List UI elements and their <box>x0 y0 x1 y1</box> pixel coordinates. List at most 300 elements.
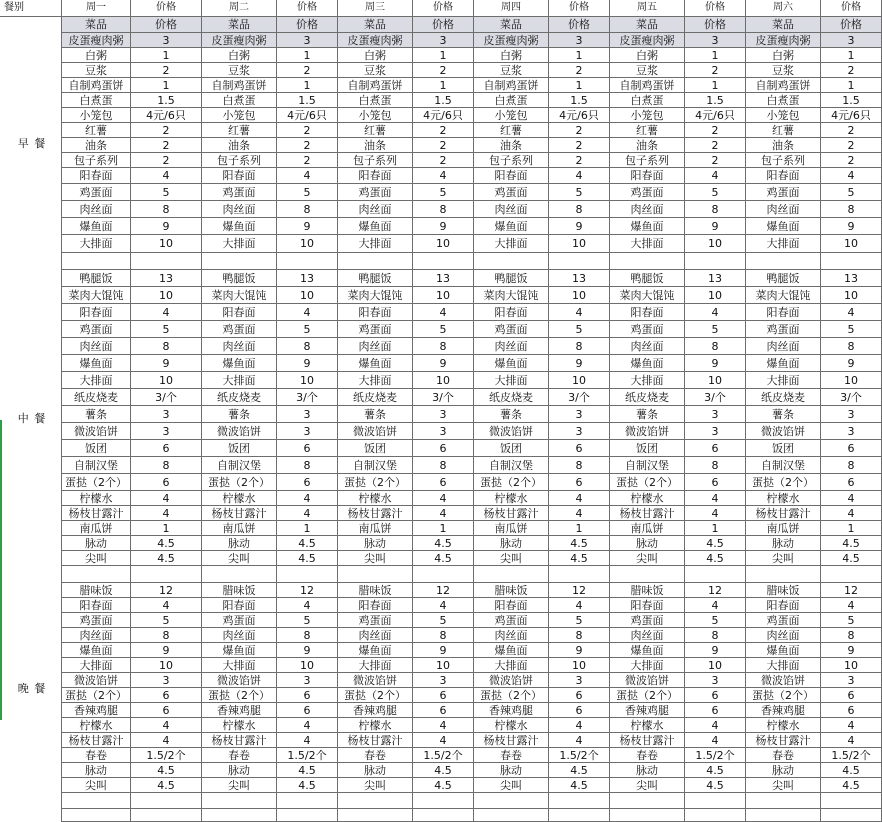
price-cell[interactable]: 2 <box>131 153 202 168</box>
price-cell[interactable]: 1 <box>549 521 610 536</box>
dish-cell[interactable]: 菜肉大馄饨 <box>62 287 131 304</box>
dish-cell[interactable]: 小笼包 <box>474 108 549 123</box>
dish-cell[interactable]: 薯条 <box>610 406 685 423</box>
price-cell[interactable]: 10 <box>685 658 746 673</box>
empty-cell[interactable] <box>474 253 549 270</box>
dish-cell[interactable]: 饭团 <box>746 440 821 457</box>
price-cell[interactable]: 9 <box>549 355 610 372</box>
dish-cell[interactable]: 大排面 <box>62 235 131 253</box>
dish-cell[interactable]: 南瓜饼 <box>746 521 821 536</box>
dish-cell[interactable]: 油条 <box>610 138 685 153</box>
dish-cell[interactable]: 春卷 <box>202 748 277 763</box>
price-cell[interactable]: 1 <box>131 78 202 93</box>
price-cell[interactable]: 1.5 <box>821 93 882 108</box>
price-cell[interactable]: 10 <box>413 235 474 253</box>
price-cell[interactable]: 2 <box>131 123 202 138</box>
price-header-cell[interactable]: 价格 <box>685 17 746 33</box>
price-cell[interactable]: 4 <box>413 304 474 321</box>
dish-cell[interactable]: 白粥 <box>746 48 821 63</box>
dish-cell[interactable]: 白粥 <box>610 48 685 63</box>
price-cell[interactable]: 4.5 <box>131 551 202 566</box>
empty-cell[interactable] <box>413 809 474 822</box>
price-cell[interactable]: 3/个 <box>685 389 746 406</box>
price-cell[interactable]: 10 <box>277 658 338 673</box>
price-cell[interactable]: 10 <box>131 372 202 389</box>
dish-cell[interactable]: 南瓜饼 <box>338 521 413 536</box>
price-cell[interactable]: 4 <box>413 168 474 184</box>
dish-cell[interactable]: 香辣鸡腿 <box>338 703 413 718</box>
dish-cell[interactable]: 豆浆 <box>338 63 413 78</box>
dish-cell[interactable]: 脉动 <box>610 763 685 778</box>
price-cell[interactable]: 4.5 <box>685 551 746 566</box>
price-cell[interactable]: 6 <box>821 440 882 457</box>
dish-cell[interactable]: 微波馅饼 <box>746 673 821 688</box>
dish-cell[interactable]: 脉动 <box>62 536 131 551</box>
price-cell[interactable]: 4 <box>277 506 338 521</box>
empty-cell[interactable] <box>413 253 474 270</box>
dish-cell[interactable]: 饭团 <box>202 440 277 457</box>
dish-cell[interactable]: 大排面 <box>338 372 413 389</box>
dish-cell[interactable]: 鸭腿饭 <box>610 270 685 287</box>
dish-cell[interactable]: 鸡蛋面 <box>338 321 413 338</box>
price-cell[interactable]: 9 <box>413 643 474 658</box>
dish-cell[interactable]: 豆浆 <box>746 63 821 78</box>
dish-cell[interactable]: 肉丝面 <box>746 628 821 643</box>
dish-cell[interactable]: 薯条 <box>62 406 131 423</box>
price-cell[interactable]: 4.5 <box>685 536 746 551</box>
empty-cell[interactable] <box>131 809 202 822</box>
price-header-cell[interactable]: 价格 <box>277 17 338 33</box>
dish-cell[interactable]: 微波馅饼 <box>610 423 685 440</box>
price-cell[interactable]: 4 <box>685 506 746 521</box>
dish-cell[interactable]: 阳春面 <box>338 168 413 184</box>
price-cell[interactable]: 6 <box>413 688 474 703</box>
price-cell[interactable]: 6 <box>277 688 338 703</box>
empty-cell[interactable] <box>202 793 277 809</box>
dish-cell[interactable]: 大排面 <box>202 235 277 253</box>
price-cell[interactable]: 13 <box>821 270 882 287</box>
empty-cell[interactable] <box>474 809 549 822</box>
dish-cell[interactable]: 春卷 <box>610 748 685 763</box>
price-cell[interactable]: 8 <box>131 628 202 643</box>
dish-cell[interactable]: 鸡蛋面 <box>202 184 277 201</box>
price-cell[interactable]: 10 <box>821 658 882 673</box>
price-cell[interactable]: 12 <box>131 583 202 598</box>
price-cell[interactable]: 2 <box>413 63 474 78</box>
price-cell[interactable]: 6 <box>685 474 746 491</box>
price-cell[interactable]: 1.5 <box>131 93 202 108</box>
dish-cell[interactable]: 鸡蛋面 <box>610 321 685 338</box>
dish-cell[interactable]: 肉丝面 <box>474 628 549 643</box>
dish-cell[interactable]: 大排面 <box>474 658 549 673</box>
dish-cell[interactable]: 杨枝甘露汁 <box>202 733 277 748</box>
price-cell[interactable]: 2 <box>413 138 474 153</box>
dish-cell[interactable]: 纸皮烧麦 <box>202 389 277 406</box>
price-cell[interactable]: 5 <box>277 613 338 628</box>
price-cell[interactable]: 8 <box>277 628 338 643</box>
price-cell[interactable]: 1.5 <box>413 93 474 108</box>
price-cell[interactable]: 4 <box>549 168 610 184</box>
dish-cell[interactable]: 薯条 <box>746 406 821 423</box>
dish-cell[interactable]: 肉丝面 <box>338 338 413 355</box>
price-cell[interactable]: 1.5/2个 <box>549 748 610 763</box>
dish-cell[interactable]: 红薯 <box>746 123 821 138</box>
dish-cell[interactable]: 阳春面 <box>338 598 413 613</box>
empty-cell[interactable] <box>610 809 685 822</box>
dish-cell[interactable]: 自制鸡蛋饼 <box>202 78 277 93</box>
dish-cell[interactable]: 蛋挞（2个） <box>610 688 685 703</box>
dish-cell[interactable]: 油条 <box>746 138 821 153</box>
dish-cell[interactable]: 鸭腿饭 <box>62 270 131 287</box>
price-cell[interactable]: 2 <box>821 63 882 78</box>
dish-cell[interactable]: 柠檬水 <box>202 491 277 506</box>
dish-cell[interactable]: 白粥 <box>62 48 131 63</box>
empty-cell[interactable] <box>413 566 474 583</box>
price-cell[interactable]: 4 <box>277 168 338 184</box>
price-cell[interactable]: 8 <box>413 628 474 643</box>
dish-cell[interactable]: 肉丝面 <box>474 201 549 218</box>
price-cell[interactable]: 1 <box>821 521 882 536</box>
dish-cell[interactable]: 微波馅饼 <box>202 673 277 688</box>
dish-cell[interactable]: 蛋挞（2个） <box>474 474 549 491</box>
dish-cell[interactable]: 菜肉大馄饨 <box>338 287 413 304</box>
dish-cell[interactable]: 尖叫 <box>62 551 131 566</box>
dish-cell[interactable]: 油条 <box>202 138 277 153</box>
dish-cell[interactable]: 大排面 <box>62 372 131 389</box>
dish-cell[interactable]: 白煮蛋 <box>474 93 549 108</box>
dish-cell[interactable]: 白煮蛋 <box>62 93 131 108</box>
dish-cell[interactable]: 纸皮烧麦 <box>474 389 549 406</box>
price-cell[interactable]: 4 <box>549 506 610 521</box>
header-cell[interactable]: 价格 <box>413 0 474 17</box>
dish-cell[interactable]: 肉丝面 <box>338 628 413 643</box>
dish-cell[interactable]: 爆鱼面 <box>474 643 549 658</box>
price-cell[interactable]: 4.5 <box>413 778 474 793</box>
price-cell[interactable]: 4 <box>277 304 338 321</box>
price-cell[interactable]: 4 <box>131 506 202 521</box>
dish-cell[interactable]: 香辣鸡腿 <box>62 703 131 718</box>
price-cell[interactable]: 10 <box>277 235 338 253</box>
empty-cell[interactable] <box>62 793 131 809</box>
dish-cell[interactable]: 肉丝面 <box>62 338 131 355</box>
dish-cell[interactable]: 蛋挞（2个） <box>62 688 131 703</box>
price-cell[interactable]: 6 <box>277 474 338 491</box>
empty-cell[interactable] <box>277 253 338 270</box>
price-cell[interactable]: 4.5 <box>685 763 746 778</box>
dish-cell[interactable]: 肉丝面 <box>202 201 277 218</box>
dish-cell[interactable]: 自制鸡蛋饼 <box>746 78 821 93</box>
dish-cell[interactable]: 饭团 <box>474 440 549 457</box>
price-cell[interactable]: 2 <box>277 63 338 78</box>
price-cell[interactable]: 5 <box>685 184 746 201</box>
price-cell[interactable]: 4.5 <box>821 536 882 551</box>
dish-cell[interactable]: 脉动 <box>474 536 549 551</box>
price-cell[interactable]: 6 <box>131 474 202 491</box>
empty-cell[interactable] <box>202 809 277 822</box>
price-cell[interactable]: 10 <box>685 372 746 389</box>
price-cell[interactable]: 1 <box>277 48 338 63</box>
price-cell[interactable]: 4.5 <box>131 778 202 793</box>
price-cell[interactable]: 4 <box>549 304 610 321</box>
empty-cell[interactable] <box>277 793 338 809</box>
price-cell[interactable]: 3 <box>131 406 202 423</box>
dish-cell[interactable]: 微波馅饼 <box>62 673 131 688</box>
dish-cell[interactable]: 白煮蛋 <box>338 93 413 108</box>
dish-cell[interactable]: 阳春面 <box>610 304 685 321</box>
price-cell[interactable]: 4.5 <box>549 536 610 551</box>
dish-cell[interactable]: 脉动 <box>62 763 131 778</box>
dish-cell[interactable]: 脉动 <box>202 536 277 551</box>
dish-cell[interactable]: 小笼包 <box>610 108 685 123</box>
empty-cell[interactable] <box>202 253 277 270</box>
dish-cell[interactable]: 微波馅饼 <box>62 423 131 440</box>
dish-cell[interactable]: 爆鱼面 <box>746 355 821 372</box>
dish-cell[interactable]: 鸡蛋面 <box>202 613 277 628</box>
dish-cell[interactable]: 皮蛋瘦肉粥 <box>746 33 821 48</box>
dish-cell[interactable]: 微波馅饼 <box>338 673 413 688</box>
price-cell[interactable]: 4元/6只 <box>413 108 474 123</box>
price-cell[interactable]: 4 <box>277 491 338 506</box>
dish-cell[interactable]: 肉丝面 <box>202 628 277 643</box>
price-cell[interactable]: 4 <box>685 168 746 184</box>
dish-cell[interactable]: 小笼包 <box>746 108 821 123</box>
dish-cell[interactable]: 阳春面 <box>202 168 277 184</box>
empty-cell[interactable] <box>549 253 610 270</box>
empty-cell[interactable] <box>474 566 549 583</box>
price-cell[interactable]: 4 <box>413 733 474 748</box>
dish-cell[interactable]: 爆鱼面 <box>202 218 277 235</box>
empty-cell[interactable] <box>202 566 277 583</box>
dish-cell[interactable]: 自制鸡蛋饼 <box>474 78 549 93</box>
price-cell[interactable]: 6 <box>685 688 746 703</box>
price-cell[interactable]: 10 <box>277 372 338 389</box>
dish-cell[interactable]: 脉动 <box>474 763 549 778</box>
price-cell[interactable]: 6 <box>131 440 202 457</box>
dish-cell[interactable]: 大排面 <box>610 372 685 389</box>
price-cell[interactable]: 9 <box>131 355 202 372</box>
dish-cell[interactable]: 爆鱼面 <box>746 643 821 658</box>
dish-cell[interactable]: 柠檬水 <box>338 491 413 506</box>
dish-cell[interactable]: 大排面 <box>474 372 549 389</box>
dish-cell[interactable]: 阳春面 <box>474 168 549 184</box>
dish-cell[interactable]: 尖叫 <box>610 551 685 566</box>
dish-cell[interactable]: 包子系列 <box>474 153 549 168</box>
price-cell[interactable]: 6 <box>549 703 610 718</box>
price-cell[interactable]: 1.5/2个 <box>685 748 746 763</box>
price-cell[interactable]: 4 <box>685 733 746 748</box>
dish-cell[interactable]: 大排面 <box>202 372 277 389</box>
price-cell[interactable]: 2 <box>413 153 474 168</box>
dish-cell[interactable]: 杨枝甘露汁 <box>474 733 549 748</box>
price-cell[interactable]: 8 <box>277 338 338 355</box>
empty-cell[interactable] <box>62 809 131 822</box>
dish-cell[interactable]: 豆浆 <box>62 63 131 78</box>
dish-cell[interactable]: 尖叫 <box>202 778 277 793</box>
dish-cell[interactable]: 阳春面 <box>474 304 549 321</box>
dish-cell[interactable]: 杨枝甘露汁 <box>62 733 131 748</box>
dish-cell[interactable]: 尖叫 <box>202 551 277 566</box>
dish-cell[interactable]: 饭团 <box>610 440 685 457</box>
price-cell[interactable]: 2 <box>821 153 882 168</box>
price-cell[interactable]: 5 <box>821 613 882 628</box>
dish-cell[interactable]: 微波馅饼 <box>610 673 685 688</box>
price-cell[interactable]: 2 <box>685 63 746 78</box>
empty-cell[interactable] <box>338 566 413 583</box>
price-cell[interactable]: 4元/6只 <box>821 108 882 123</box>
price-header-cell[interactable]: 价格 <box>549 17 610 33</box>
price-cell[interactable]: 13 <box>685 270 746 287</box>
dish-cell[interactable]: 大排面 <box>338 235 413 253</box>
dish-cell[interactable]: 春卷 <box>338 748 413 763</box>
dish-cell[interactable]: 尖叫 <box>338 551 413 566</box>
dish-cell[interactable]: 鸡蛋面 <box>62 613 131 628</box>
price-cell[interactable]: 8 <box>131 457 202 474</box>
dish-cell[interactable]: 白煮蛋 <box>610 93 685 108</box>
price-cell[interactable]: 1 <box>685 521 746 536</box>
price-cell[interactable]: 3/个 <box>131 389 202 406</box>
price-cell[interactable]: 1 <box>821 48 882 63</box>
dish-cell[interactable]: 柠檬水 <box>610 718 685 733</box>
dish-cell[interactable]: 爆鱼面 <box>746 218 821 235</box>
dish-cell[interactable]: 蛋挞（2个） <box>62 474 131 491</box>
price-cell[interactable]: 4.5 <box>277 763 338 778</box>
price-cell[interactable]: 8 <box>549 338 610 355</box>
dish-header-cell[interactable]: 菜品 <box>746 17 821 33</box>
price-cell[interactable]: 12 <box>549 583 610 598</box>
price-cell[interactable]: 6 <box>821 688 882 703</box>
header-cell[interactable]: 周一 <box>62 0 131 17</box>
price-cell[interactable]: 2 <box>549 123 610 138</box>
price-cell[interactable]: 6 <box>821 474 882 491</box>
corner-label-cell[interactable]: 餐别 <box>0 0 62 17</box>
dish-cell[interactable]: 脉动 <box>746 763 821 778</box>
empty-cell[interactable] <box>413 793 474 809</box>
price-cell[interactable]: 4 <box>685 491 746 506</box>
dish-header-cell[interactable]: 菜品 <box>62 17 131 33</box>
dish-cell[interactable]: 饭团 <box>338 440 413 457</box>
dish-cell[interactable]: 皮蛋瘦肉粥 <box>610 33 685 48</box>
price-cell[interactable]: 10 <box>549 235 610 253</box>
price-cell[interactable]: 4.5 <box>413 536 474 551</box>
price-cell[interactable]: 3 <box>549 423 610 440</box>
price-cell[interactable]: 3 <box>277 406 338 423</box>
price-cell[interactable]: 3 <box>277 423 338 440</box>
price-cell[interactable]: 8 <box>413 201 474 218</box>
price-cell[interactable]: 10 <box>413 372 474 389</box>
price-cell[interactable]: 3 <box>413 33 474 48</box>
dish-cell[interactable]: 杨枝甘露汁 <box>474 506 549 521</box>
dish-cell[interactable]: 爆鱼面 <box>202 355 277 372</box>
dish-cell[interactable]: 包子系列 <box>62 153 131 168</box>
price-cell[interactable]: 2 <box>277 123 338 138</box>
dish-cell[interactable]: 阳春面 <box>474 598 549 613</box>
price-cell[interactable]: 3 <box>821 406 882 423</box>
dish-cell[interactable]: 南瓜饼 <box>610 521 685 536</box>
price-header-cell[interactable]: 价格 <box>413 17 474 33</box>
dish-cell[interactable]: 鸡蛋面 <box>338 184 413 201</box>
price-cell[interactable]: 10 <box>131 287 202 304</box>
price-cell[interactable]: 5 <box>549 613 610 628</box>
dish-cell[interactable]: 微波馅饼 <box>474 673 549 688</box>
dish-cell[interactable]: 爆鱼面 <box>338 643 413 658</box>
dish-cell[interactable]: 脉动 <box>610 536 685 551</box>
dish-cell[interactable]: 肉丝面 <box>610 628 685 643</box>
dish-cell[interactable]: 小笼包 <box>338 108 413 123</box>
price-cell[interactable]: 5 <box>277 321 338 338</box>
dish-cell[interactable]: 皮蛋瘦肉粥 <box>338 33 413 48</box>
price-cell[interactable]: 1.5 <box>277 93 338 108</box>
price-cell[interactable]: 4元/6只 <box>277 108 338 123</box>
header-cell[interactable]: 价格 <box>277 0 338 17</box>
price-cell[interactable]: 5 <box>277 184 338 201</box>
dish-cell[interactable]: 蛋挞（2个） <box>338 688 413 703</box>
price-cell[interactable]: 2 <box>549 63 610 78</box>
price-cell[interactable]: 4.5 <box>277 536 338 551</box>
empty-cell[interactable] <box>277 566 338 583</box>
dish-cell[interactable]: 脉动 <box>338 763 413 778</box>
price-cell[interactable]: 8 <box>549 628 610 643</box>
dish-cell[interactable]: 肉丝面 <box>746 338 821 355</box>
dish-cell[interactable]: 阳春面 <box>610 168 685 184</box>
dish-cell[interactable]: 鸭腿饭 <box>202 270 277 287</box>
price-cell[interactable]: 2 <box>277 138 338 153</box>
dish-cell[interactable]: 杨枝甘露汁 <box>62 506 131 521</box>
price-cell[interactable]: 4.5 <box>413 763 474 778</box>
price-cell[interactable]: 6 <box>685 703 746 718</box>
dish-cell[interactable]: 杨枝甘露汁 <box>338 506 413 521</box>
dish-cell[interactable]: 爆鱼面 <box>610 643 685 658</box>
empty-cell[interactable] <box>131 566 202 583</box>
price-cell[interactable]: 12 <box>821 583 882 598</box>
dish-cell[interactable]: 菜肉大馄饨 <box>474 287 549 304</box>
dish-cell[interactable]: 脉动 <box>338 536 413 551</box>
price-cell[interactable]: 8 <box>685 457 746 474</box>
dish-cell[interactable]: 微波馅饼 <box>202 423 277 440</box>
dish-cell[interactable]: 肉丝面 <box>474 338 549 355</box>
price-cell[interactable]: 4 <box>131 598 202 613</box>
dish-cell[interactable]: 纸皮烧麦 <box>338 389 413 406</box>
price-cell[interactable]: 13 <box>549 270 610 287</box>
dish-cell[interactable]: 柠檬水 <box>610 491 685 506</box>
price-cell[interactable]: 10 <box>549 287 610 304</box>
price-cell[interactable]: 2 <box>685 138 746 153</box>
price-cell[interactable]: 9 <box>131 643 202 658</box>
dish-cell[interactable]: 鸡蛋面 <box>610 613 685 628</box>
price-cell[interactable]: 4.5 <box>131 763 202 778</box>
dish-cell[interactable]: 腊味饭 <box>62 583 131 598</box>
price-cell[interactable]: 9 <box>131 218 202 235</box>
price-cell[interactable]: 10 <box>821 235 882 253</box>
price-cell[interactable]: 2 <box>821 138 882 153</box>
price-cell[interactable]: 8 <box>821 338 882 355</box>
dish-cell[interactable]: 油条 <box>474 138 549 153</box>
dish-cell[interactable]: 阳春面 <box>746 304 821 321</box>
dish-cell[interactable]: 爆鱼面 <box>202 643 277 658</box>
dish-cell[interactable]: 自制汉堡 <box>746 457 821 474</box>
price-cell[interactable]: 9 <box>821 355 882 372</box>
price-cell[interactable]: 3 <box>413 423 474 440</box>
price-cell[interactable]: 9 <box>549 643 610 658</box>
price-cell[interactable]: 8 <box>685 338 746 355</box>
dish-header-cell[interactable]: 菜品 <box>474 17 549 33</box>
price-cell[interactable]: 4 <box>685 304 746 321</box>
dish-cell[interactable]: 自制汉堡 <box>474 457 549 474</box>
dish-cell[interactable]: 杨枝甘露汁 <box>746 506 821 521</box>
price-cell[interactable]: 9 <box>413 355 474 372</box>
price-cell[interactable]: 6 <box>685 440 746 457</box>
dish-cell[interactable]: 阳春面 <box>746 168 821 184</box>
price-cell[interactable]: 3 <box>413 406 474 423</box>
